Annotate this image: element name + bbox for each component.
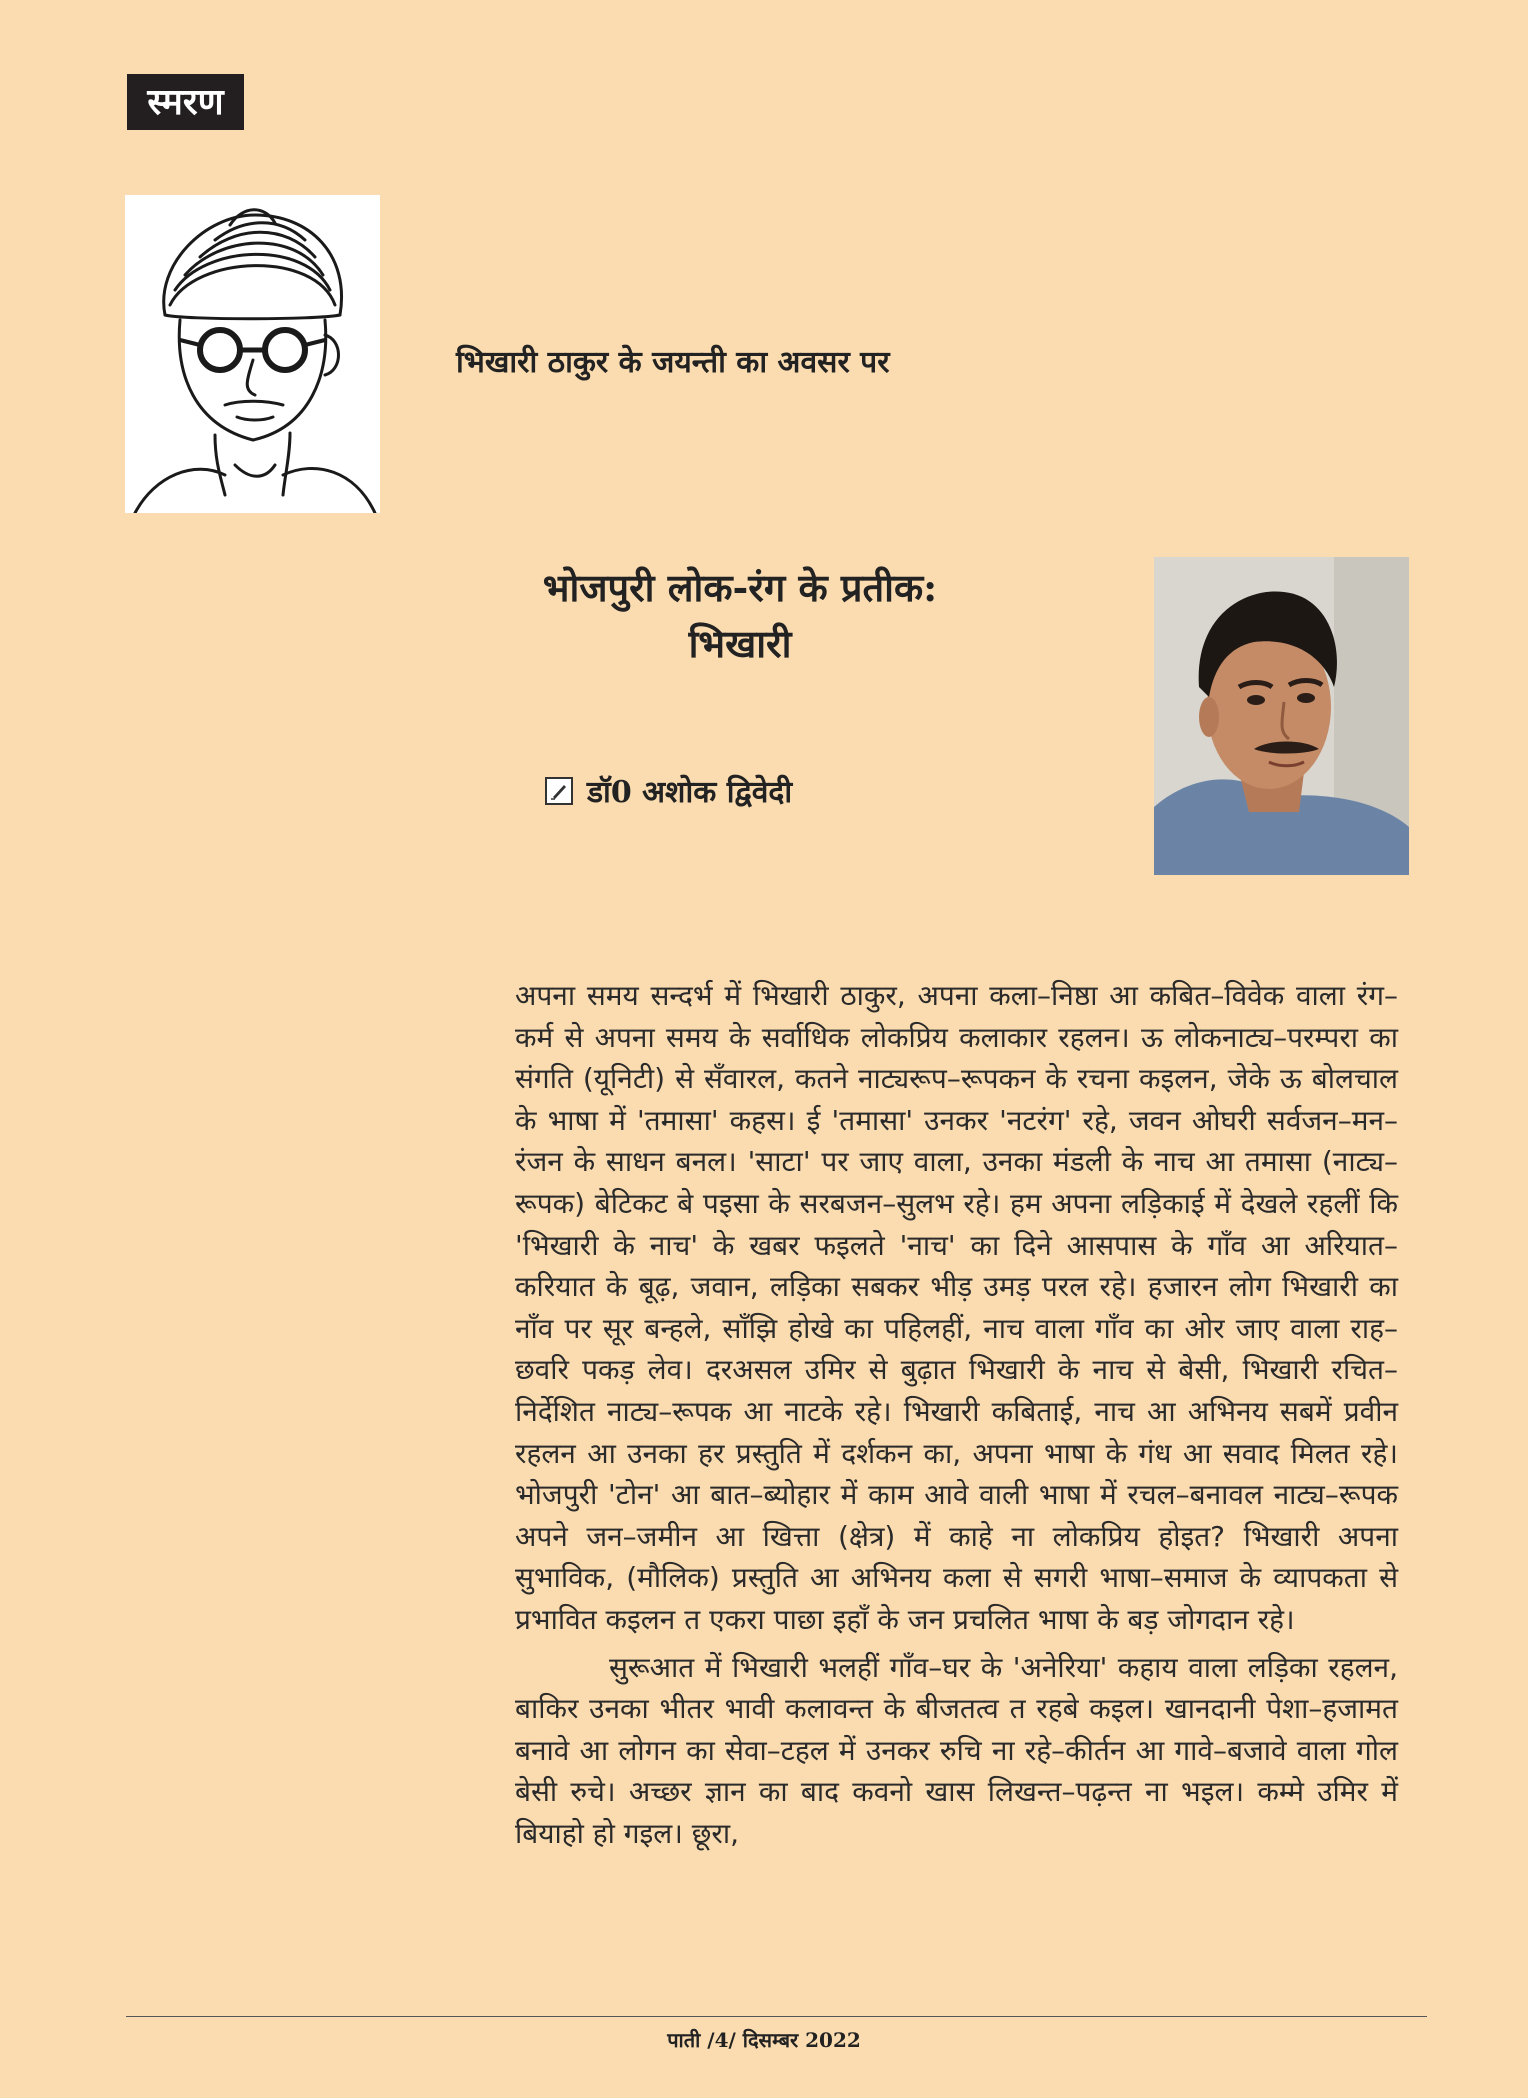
page-footer: पाती /4/ दिसम्बर 2022 xyxy=(667,2028,861,2052)
occasion-line: भिखारी ठाकुर के जयन्ती का अवसर पर xyxy=(456,345,890,380)
author-photo xyxy=(1154,557,1409,875)
paragraph-1: अपना समय सन्दर्भ में भिखारी ठाकुर, अपना कला–निष्ठा आ कबित–विवेक वाला रंग–कर्म से अपना समय के सर्वाधिक लोकप्रिय कलाकार रहलन। ऊ लोकनाट्य–परम्परा का संगति (यूनिटी) से सँवारल, कतने नाट्यरूप–रूपकन के रचना कइलन, जेके ऊ बोलचाल के भाषा में 'तमासा' कहस। ई 'तमासा' उनकर 'नटरंग' रहे, जवन ओघरी सर्वजन–मन–रंजन के साधन बनल। 'साटा' पर जाए वाला, उनका मंडली के नाच आ तमासा (नाट्य–रूपक) बेटिकट बे पइसा के सरबजन–सुलभ रहे। हम अपना लड़िकाई में देखले रहलीं कि 'भिखारी के नाच' के खबर फइलते 'नाच' का दिने आसपास के गाँव आ अरियात–करियात के बूढ़, जवान, लड़िका सबकर भीड़ उमड़ परल रहे। हजारन लोग भिखारी का नाँव पर सूर बन्हले, साँझि होखे का पहिलहीं, नाच वाला गाँव का ओर जाए वाला राह–छवरि पकड़ लेव। दरअसल उमिर से बुढ़ात भिखारी के नाच से बेसी, भिखारी रचित–निर्देशित नाट्य–रूपक आ नाटके रहे। भिखारी कबिताई, नाच आ अभिनय सबमें प्रवीन रहलन आ उनका हर प्रस्तुति में दर्शकन का, अपना भाषा के गंध आ सवाद मिलत रहे। भोजपुरी 'टोन' आ बात–ब्योहार में काम आवे वाली भाषा में रचल–बनावल नाट्य–रूपक अपने जन–जमीन आ खित्ता (क्षेत्र) में काहे ना लोकप्रिय होइत? भिखारी अपना सुभाविक, (मौलिक) प्रस्तुति आ अभिनय कला से सगरी भाषा–समाज के व्यापकता से प्रभावित कइलन त एकरा पाछा इहाँ के जन प्रचलित भाषा के बड़ जोगदान रहे। xyxy=(515,979,1398,1636)
title-line-2: भिखारी xyxy=(688,621,792,666)
section-label: स्मरण xyxy=(127,74,244,130)
author-name: डॉ0 अशोक द्विवेदी xyxy=(587,775,793,810)
footer-divider xyxy=(126,2016,1427,2017)
pen-note-icon xyxy=(545,777,573,805)
paragraph-2: सुरूआत में भिखारी भलहीं गाँव–घर के 'अनेरिया' कहाय वाला लड़िका रहलन, बाकिर उनका भीतर भावी कलावन्त के बीजतत्व त रहबे कइल। खानदानी पेशा–हजामत बनावे आ लोगन का सेवा–टहल में उनकर रुचि ना रहे–कीर्तन आ गावे–बजावे वाला गोल बेसी रुचे। अच्छर ज्ञान का बाद कवनो खास लिखन्त–पढ़न्त ना भइल। कम्मे उमिर में बियाहो हो गइल। छूरा, xyxy=(515,1650,1398,1850)
byline xyxy=(545,770,792,811)
article-title xyxy=(470,560,1010,672)
title-line-1: भोजपुरी लोक-रंग के प्रतीक: xyxy=(542,565,938,610)
bhikhari-thakur-sketch xyxy=(125,195,380,513)
article-body xyxy=(515,975,1398,1854)
